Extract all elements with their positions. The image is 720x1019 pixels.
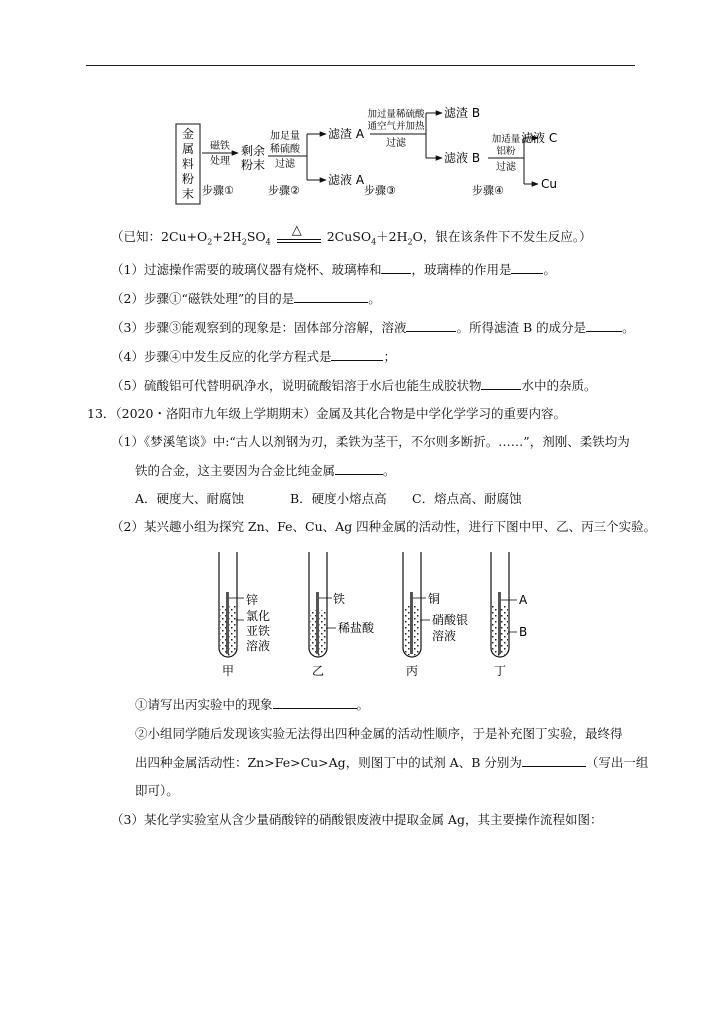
lvye-a: 滤液 A [328, 173, 365, 187]
start-char: 粉 [181, 172, 195, 186]
answer-blank[interactable] [273, 696, 357, 709]
answer-blank[interactable] [294, 290, 368, 303]
process-flowchart [170, 100, 570, 206]
method-3-line: 通空气并加热 [367, 121, 425, 132]
eq-part: SO [246, 229, 266, 244]
text: ； [383, 349, 396, 364]
known-equation: （已知：$2Cu+O_2+2H_2SO_4$ △ $2CuSO_4+2H_2O$，银在该条件下不发生反应。） [111, 222, 592, 247]
text: 。 [622, 320, 635, 335]
start-char: 料 [181, 157, 195, 171]
text: （2）步骤①“磁铁处理”的目的是 [111, 291, 295, 306]
eq-part: （已知：2Cu+O [111, 229, 208, 244]
text: 。所得滤渣 B 的成分是 [456, 320, 587, 335]
q12-4 [111, 348, 396, 366]
reaction-condition [275, 222, 323, 246]
answer-blank[interactable] [331, 348, 383, 361]
eq-part: 2CuSO [326, 229, 372, 244]
heat-symbol: △ [291, 222, 302, 238]
step-label: 步骤③ [364, 184, 396, 197]
tube-name: 丁 [493, 664, 507, 678]
q13-2-part1 [135, 696, 369, 714]
start-char: 金 [181, 127, 195, 141]
q13-1-line1: （1）《梦溪笔谈》中:“古人以剂钢为刃，柔铁为茎干，不尔则多断折。……”，剂刚、柔铁均为 [111, 434, 630, 449]
method-4-line: 铝粉 [496, 146, 516, 157]
tube-label: 锌 [246, 593, 259, 607]
text: 。 [356, 697, 370, 712]
tube-label: 溶液 [432, 629, 457, 643]
lvye-c: 滤液 C [521, 131, 558, 145]
cu-product: Cu [541, 177, 557, 191]
method-1-bot: 处理 [210, 156, 230, 167]
q12-5 [111, 377, 596, 395]
text: （5）硫酸铝可代替明矾净水，说明硫酸铝溶于水后也能生成胶状物 [111, 378, 482, 393]
text: 。 [368, 291, 381, 306]
method-1-top: 磁铁 [210, 141, 230, 152]
text: 。 [383, 463, 396, 478]
option-c[interactable]: C．熔点高、耐腐蚀 [412, 491, 522, 506]
answer-blank[interactable] [335, 462, 383, 475]
tube-bing [403, 552, 468, 678]
text: （写出一组 [585, 755, 649, 770]
q12-2 [111, 290, 381, 308]
tube-ding [491, 552, 528, 678]
residue-line: 粉末 [240, 158, 266, 172]
q12-3 [111, 319, 635, 337]
start-char: 属 [181, 142, 195, 156]
lvzha-a: 滤渣 A [328, 127, 365, 141]
tube-label: 铜 [428, 592, 441, 606]
eq-part: O，银在该条件下不发生反应。） [412, 229, 592, 244]
tube-yi [309, 552, 375, 678]
option-b[interactable]: B．硬度小熔点高 [290, 491, 387, 506]
option-a[interactable]: A．硬度大、耐腐蚀 [135, 491, 245, 506]
text: （1）过滤操作需要的玻璃仪器有烧杯、玻璃棒和 [111, 262, 382, 277]
tube-name: 丙 [405, 664, 419, 678]
tube-label: 铁 [333, 592, 346, 606]
step-label: 步骤② [268, 184, 300, 197]
text: ①请写出丙实验中的现象 [135, 697, 273, 712]
tube-label: 氯化 [246, 609, 271, 623]
start-char: 末 [181, 187, 195, 201]
tube-name: 乙 [311, 664, 325, 678]
method-2-line: 稀硫酸 [270, 144, 300, 155]
tube-jia [219, 552, 270, 678]
method-4-line: 加适量 [491, 134, 521, 145]
method-3-line: 过滤 [386, 138, 406, 149]
text: 水中的杂质。 [521, 378, 597, 393]
tube-label: 亚铁 [246, 624, 271, 638]
q13-header: 13．（2020・洛阳市九年级上学期期末）金属及其化合物是中学化学学习的重要内容。 [87, 406, 566, 421]
tube-label: A [519, 593, 528, 607]
header-rule [86, 65, 635, 66]
answer-blank[interactable] [522, 754, 586, 767]
eq-part: +2H [212, 229, 242, 244]
answer-blank[interactable] [406, 319, 456, 332]
q13-2-line: （2）某兴趣小组为探究 Zn、Fe、Cu、Ag 四种金属的活动性，进行下图中甲、乙、丙三个实验。 [111, 519, 657, 534]
q13-2-part2-line1: ②小组同学随后发现该实验无法得出四种金属的活动性顺序，于是补充图丁实验，最终得 [135, 726, 623, 741]
q12-1 [111, 261, 556, 279]
tube-label: B [519, 625, 528, 639]
answer-blank[interactable] [511, 261, 543, 274]
q13-2-part2-line3: 即可）。 [135, 783, 179, 798]
lvye-b: 滤液 B [444, 151, 481, 165]
text: 出四种金属活动性：Zn>Fe>Cu>Ag，则图丁中的试剂 A、B 分别为 [135, 755, 522, 770]
q13-options [135, 490, 522, 508]
q13-1-line2 [135, 462, 396, 480]
test-tube-figure [200, 548, 540, 680]
method-3-line: 加过量稀硫酸 [367, 109, 425, 120]
step-label: 步骤④ [472, 184, 504, 197]
q13-3-line: （3）某化学实验室从含少量硝酸锌的硝酸银废液中提取金属 Ag，其主要操作流程如图： [111, 812, 603, 827]
text: 铁的合金，这主要因为合金比纯金属 [135, 463, 336, 478]
tube-label: 稀盐酸 [338, 621, 375, 635]
text: 。 [543, 262, 556, 277]
text: ，玻璃棒的作用是 [411, 262, 512, 277]
text: （3）步骤③能观察到的现象是：固体部分溶解，溶液 [111, 320, 407, 335]
tube-label: 溶液 [246, 639, 271, 653]
tube-label: 硝酸银 [432, 613, 469, 627]
answer-blank[interactable] [381, 261, 411, 274]
answer-blank[interactable] [481, 377, 521, 390]
text: （4）步骤④中发生反应的化学方程式是 [111, 349, 332, 364]
eq-part: ＋2H [376, 229, 408, 244]
tube-name: 甲 [221, 664, 235, 678]
step-label: 步骤① [202, 184, 234, 197]
method-2-line: 加足量 [270, 131, 300, 142]
q13-2-part2-line2 [135, 754, 648, 772]
residue-line: 剩余 [240, 144, 266, 158]
method-4-line: 过滤 [496, 162, 516, 173]
lvzha-b: 滤渣 B [444, 106, 481, 120]
answer-blank[interactable] [586, 319, 622, 332]
method-2-line: 过滤 [275, 159, 295, 170]
